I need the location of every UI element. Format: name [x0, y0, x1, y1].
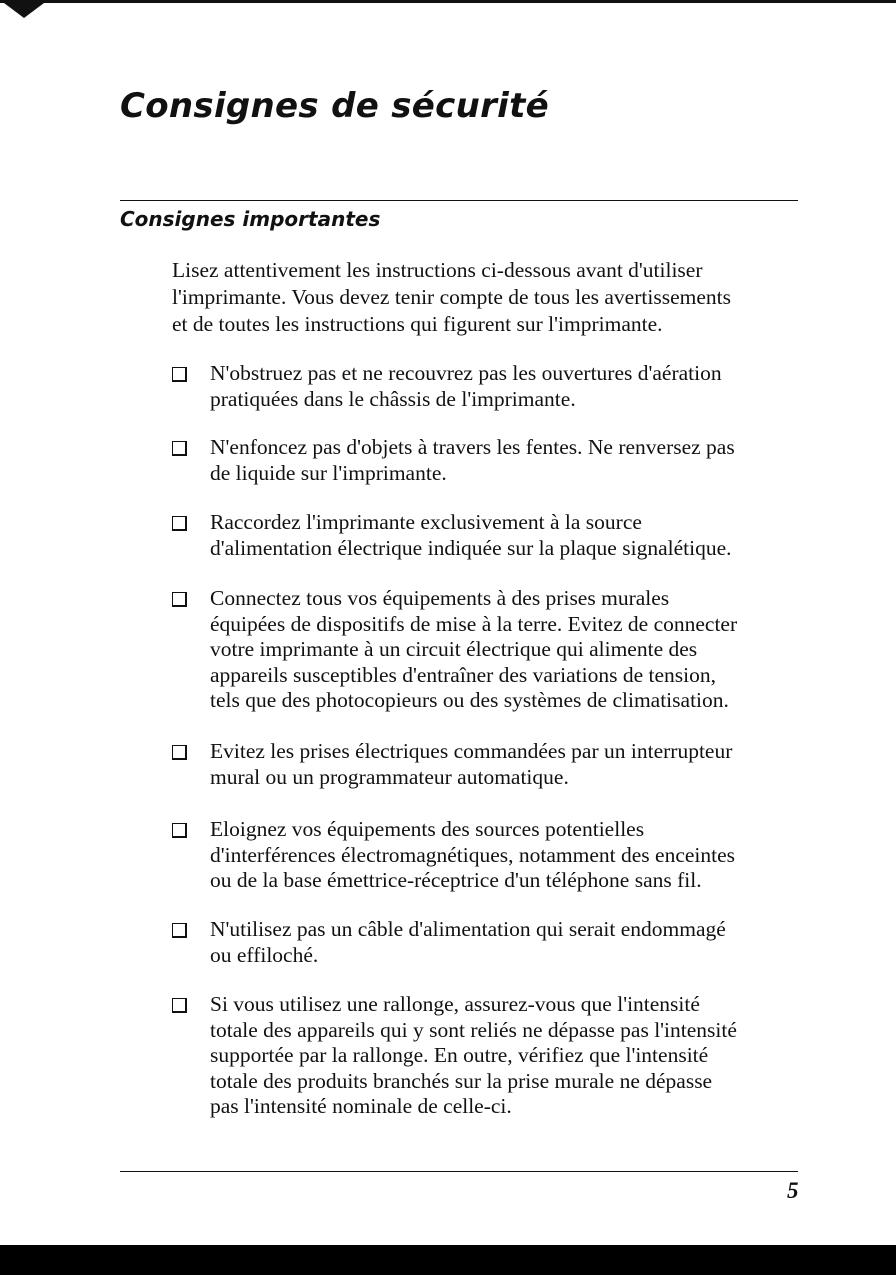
- list-item-line: N'obstruez pas et ne recouvrez pas les ouvertures d'aération: [210, 361, 722, 385]
- list-item-line: N'utilisez pas un câble d'alimentation qui serait endommagé: [210, 917, 726, 941]
- list-item-line: Evitez les prises électriques commandées par un interrupteur: [210, 739, 733, 763]
- checkbox-icon: [172, 923, 187, 938]
- list-item-line: votre imprimante à un circuit électrique qui alimente des: [210, 637, 698, 661]
- section-rule: [120, 200, 798, 201]
- list-item-text: [210, 917, 726, 968]
- list-item-text: [210, 586, 737, 714]
- checkbox-icon: [172, 823, 187, 838]
- list-item-line: totale des produits branchés sur la prise murale ne dépasse: [210, 1068, 713, 1093]
- list-item-text: [210, 510, 732, 561]
- list-item-line: de liquide sur l'imprimante.: [210, 460, 447, 485]
- list-item-line: d'alimentation électrique indiquée sur la plaque signalétique.: [210, 535, 732, 560]
- list-item-line: totale des appareils qui y sont reliés ne dépasse pas l'intensité: [210, 1017, 737, 1042]
- checkbox-icon: [172, 745, 187, 760]
- checkbox-icon: [172, 592, 187, 607]
- list-item-line: mural ou un programmateur automatique.: [210, 764, 569, 789]
- intro-line: et de toutes les instructions qui figurent sur l'imprimante.: [172, 312, 663, 336]
- checkbox-icon: [172, 516, 187, 531]
- top-border: [0, 0, 896, 3]
- checkbox-icon: [172, 441, 187, 456]
- scan-bottom-edge: [0, 1245, 896, 1275]
- page-number: 5: [787, 1178, 799, 1203]
- list-item-line: équipées de dispositifs de mise à la terre. Evitez de connecter: [210, 611, 738, 636]
- list-item-line: Connectez tous vos équipements à des prises murales: [210, 586, 670, 610]
- intro-line: l'imprimante. Vous devez tenir compte de tous les avertissements: [172, 285, 731, 309]
- list-item-text: [210, 817, 735, 894]
- checkbox-icon: [172, 998, 187, 1013]
- list-item-line: pas l'intensité nominale de celle-ci.: [210, 1094, 512, 1118]
- corner-mark: [0, 0, 48, 18]
- page-title: Consignes de sécurité: [120, 86, 550, 126]
- list-item-line: appareils susceptibles d'entraîner des variations de tension,: [210, 662, 716, 687]
- intro-line: Lisez attentivement les instructions ci-dessous avant d'utiliser: [172, 258, 703, 282]
- list-item-line: supportée par la rallonge. En outre, vérifiez que l'intensité: [210, 1043, 709, 1067]
- list-item-line: pratiquées dans le châssis de l'imprimante.: [210, 386, 576, 411]
- list-item-line: Eloignez vos équipements des sources potentielles: [210, 817, 645, 841]
- list-item-line: ou effiloché.: [210, 942, 319, 967]
- list-item-text: [210, 992, 737, 1120]
- checkbox-icon: [172, 367, 187, 382]
- list-item-text: [210, 739, 732, 790]
- list-item-line: d'interférences électromagnétiques, notamment des enceintes: [210, 842, 736, 867]
- list-item-line: Si vous utilisez une rallonge, assurez-vous que l'intensité: [210, 992, 700, 1016]
- section-title: Consignes importantes: [120, 207, 381, 231]
- list-item-line: N'enfoncez pas d'objets à travers les fentes. Ne renversez pas: [210, 435, 735, 459]
- list-item-line: ou de la base émettrice-réceptrice d'un téléphone sans fil.: [210, 868, 702, 892]
- list-item-text: [210, 361, 722, 412]
- list-item-line: tels que des photocopieurs ou des systèmes de climatisation.: [210, 688, 729, 712]
- intro-paragraph: [172, 257, 731, 338]
- footer-rule: [120, 1171, 798, 1172]
- list-item-text: [210, 435, 735, 486]
- list-item-line: Raccordez l'imprimante exclusivement à la source: [210, 510, 642, 534]
